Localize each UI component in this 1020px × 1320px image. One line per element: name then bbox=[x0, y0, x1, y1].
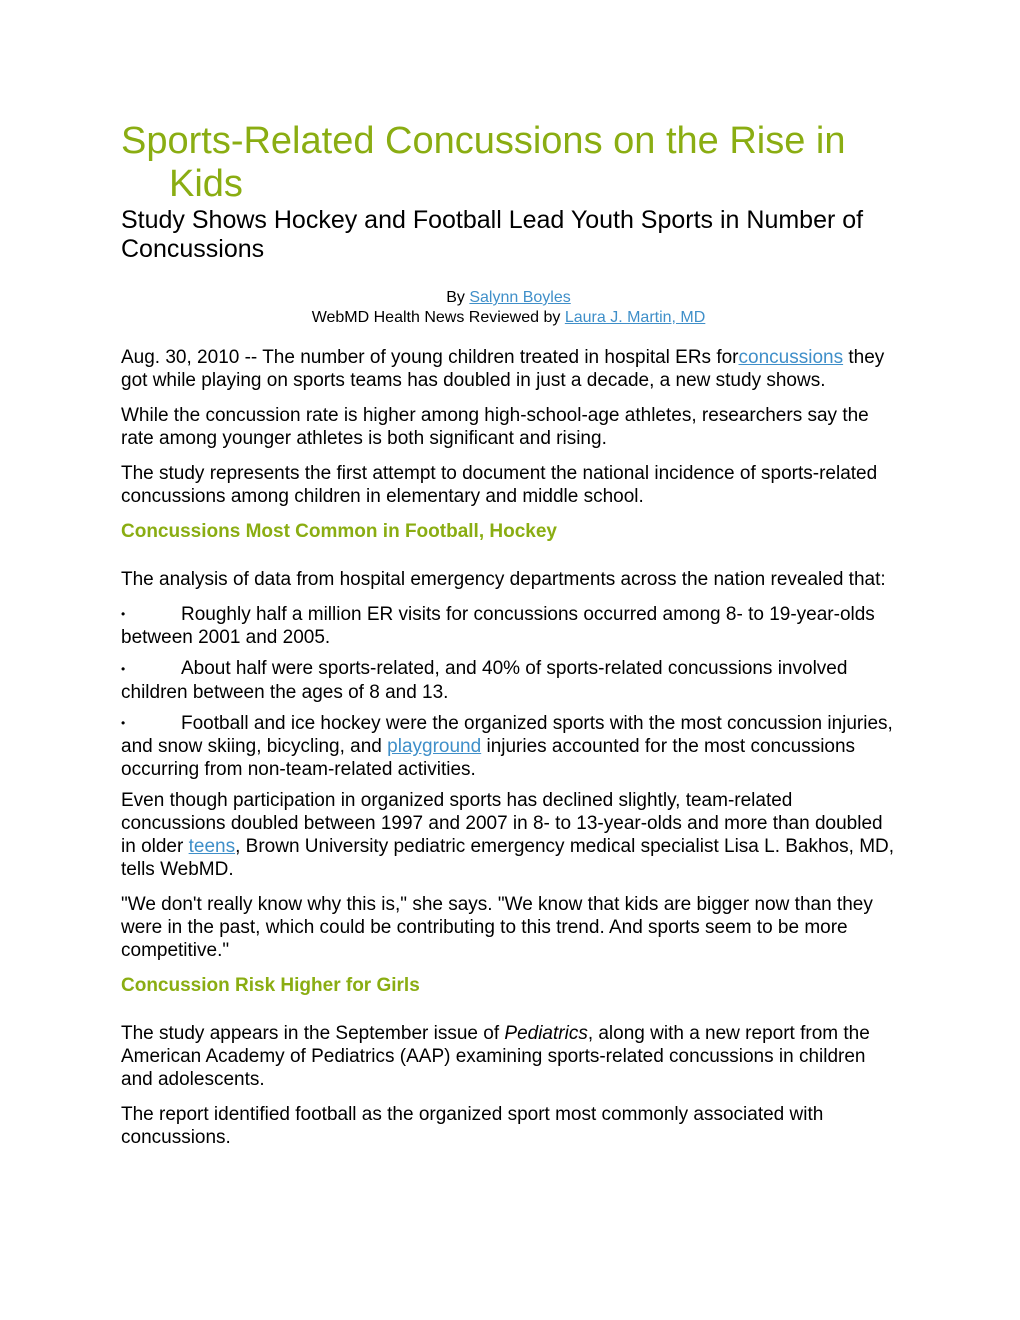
journal-name: Pediatrics bbox=[504, 1023, 588, 1045]
author-link[interactable]: Salynn Boyles bbox=[469, 289, 571, 306]
article-title: Sports-Related Concussions on the Rise in Kids bbox=[121, 120, 846, 205]
playground-link[interactable]: playground bbox=[387, 736, 482, 758]
paragraph bbox=[121, 1022, 896, 1091]
paragraph: The study represents the first attempt to document the national incidence of sports-related concussions among children in elementary and middle school. bbox=[121, 463, 878, 507]
text: Even though participation in organized sports has declined slightly, team-related concussions doubled between 1997 and 2007 in 8- to 13-year-olds and more than doubled in older bbox=[121, 790, 883, 858]
article bbox=[121, 120, 896, 1161]
text: Roughly half a million ER visits for concussions occurred among 8- to 19-year-olds between 2001 and 2005. bbox=[121, 604, 875, 649]
bullet-icon: • bbox=[121, 607, 126, 622]
paragraph: The report identified football as the organized sport most commonly associated with concussions. bbox=[121, 1104, 824, 1149]
article-subtitle: Study Shows Hockey and Football Lead Youth Sports in Number of Concussions bbox=[121, 206, 864, 263]
text: About half were sports-related, and 40% of sports-related concussions involved children between the ages of 8 and 13. bbox=[121, 658, 848, 703]
paragraph bbox=[121, 789, 896, 881]
reviewer-link[interactable]: Laura J. Martin, MD bbox=[564, 309, 706, 326]
text: The study appears in the September issue of bbox=[121, 1023, 505, 1045]
list-item bbox=[121, 657, 896, 703]
concussions-link[interactable]: concussions bbox=[738, 347, 844, 368]
text: Aug. 30, 2010 -- The number of young children treated in hospital ERs for bbox=[121, 347, 739, 368]
text: Football and ice hockey were the organized sports with the most concussion injuries, and snow skiing, bicycling, and bbox=[121, 712, 893, 758]
section-heading: Concussion Risk Higher for Girls bbox=[121, 975, 420, 997]
section-heading: Concussions Most Common in Football, Hockey bbox=[121, 521, 557, 542]
bullet-icon: • bbox=[121, 716, 126, 731]
text: injuries accounted for the most concussions occurring from non-team-related activities. bbox=[121, 736, 856, 781]
paragraph: While the concussion rate is higher among high-school-age athletes, researchers say the rate among younger athletes is both significant and rising. bbox=[121, 405, 869, 449]
byline bbox=[121, 288, 896, 328]
text: , along with a new report from the American Academy of Pediatrics (AAP) examining sports-related concussions in children and adolescents. bbox=[121, 1023, 870, 1091]
paragraph bbox=[121, 346, 896, 392]
text: they got while playing on sports teams has doubled in just a decade, a new study shows. bbox=[121, 347, 885, 391]
bullet-icon: • bbox=[121, 661, 126, 676]
list-item bbox=[121, 603, 896, 649]
reviewed-by: WebMD Health News Reviewed by bbox=[311, 309, 565, 326]
paragraph: The analysis of data from hospital emergency departments across the nation revealed that: bbox=[121, 569, 886, 590]
paragraph: "We don't really know why this is," she says. "We know that kids are bigger now than they were in the past, which could be contributing to this trend. And sports seem to be more competitive." bbox=[121, 894, 873, 962]
text: , Brown University pediatric emergency medical specialist Lisa L. Bakhos, MD, tells WebMD. bbox=[121, 836, 895, 881]
byline-by: By bbox=[446, 289, 470, 306]
list-item bbox=[121, 712, 896, 781]
teens-link[interactable]: teens bbox=[188, 836, 236, 858]
